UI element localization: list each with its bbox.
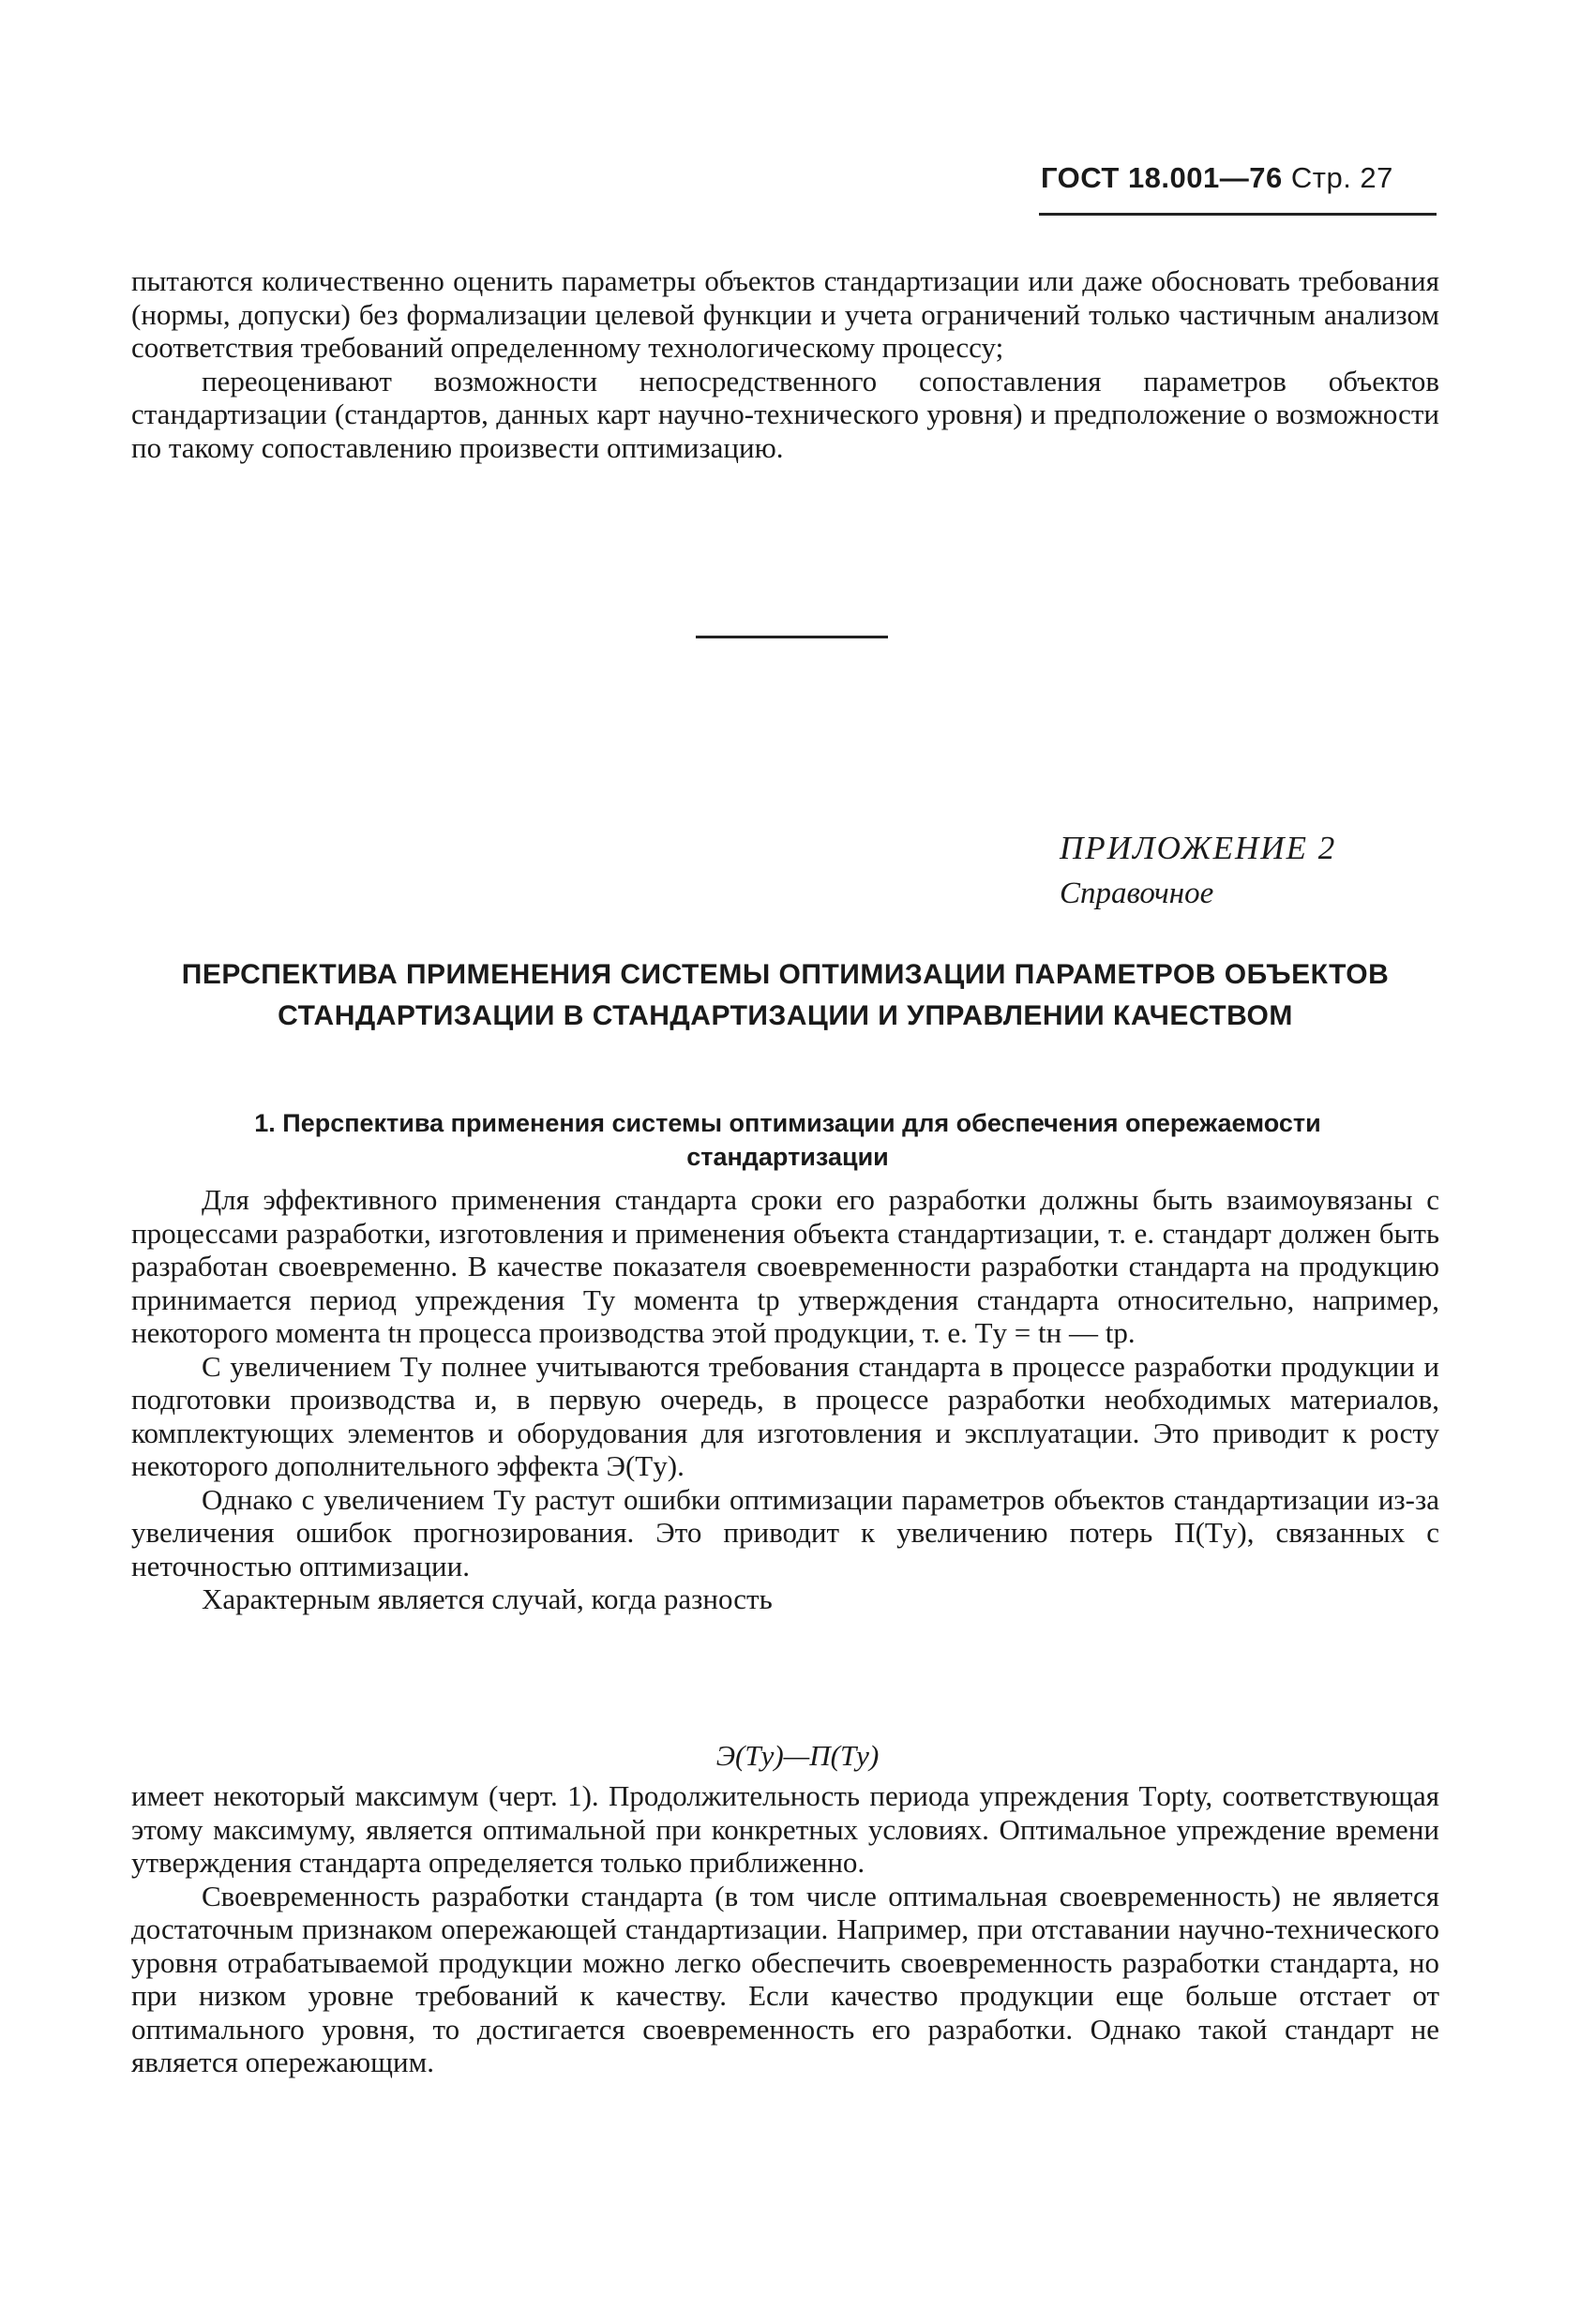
section-text: [131, 1183, 1439, 1616]
formula: Э(Tу)—П(Tу): [715, 1739, 880, 1772]
header-rule: [1039, 213, 1437, 216]
section-paragraph-2: С увеличением Tу полнее учитываются требования стандарта в процессе разработки продукции и подготовки производства и, в первую очередь, в процессе разработки необходимых материалов, комплектующих элементов и оборудования для изготовления и эксплуатации. Это приводит к росту некоторого дополнительного эффекта Э(Tу).: [131, 1349, 1439, 1482]
intro-paragraph-2: переоценивают возможности непосредственного сопоставления параметров объектов стандартизации (стандартов, данных карт научно-технического уровня) и предположение о возможности по такому сопоставлению произвести оптимизацию.: [131, 364, 1439, 464]
intro-paragraph-1: пытаются количественно оценить параметры объектов стандартизации или даже обосновать требования (нормы, допуски) без формализации целевой функции и учета ограничений только частичным анализом соответствия требований определенному технологическому процессу;: [131, 264, 1439, 364]
section-paragraph-1: Для эффективного применения стандарта сроки его разработки должны быть взаимоувязаны с процессами разработки, изготовления и применения объекта стандартизации, т. е. стандарт должен быть разработан своевременно. В качестве показателя своевременности разработки стандарта на продукцию принимается период упреждения Tу момента tр утверждения стандарта относительно, например, некоторого момента tн процесса производства этой продукции, т. е. Tу = tн — tр.: [131, 1183, 1439, 1349]
standard-number: ГОСТ 18.001—76: [1041, 161, 1283, 194]
main-title: ПЕРСПЕКТИВА ПРИМЕНЕНИЯ СИСТЕМЫ ОПТИМИЗАЦИИ ПАРАМЕТРОВ ОБЪЕКТОВ СТАНДАРТИЗАЦИИ В СТАНДАРТИЗАЦИИ И УПРАВЛЕНИИ КАЧЕСТВОМ: [181, 959, 1390, 1031]
section-separator: [696, 636, 888, 638]
appendix-title: ПРИЛОЖЕНИЕ 2: [1060, 830, 1337, 866]
after-formula-text: [131, 1779, 1439, 2079]
section-paragraph-3: Однако с увеличением Tу растут ошибки оптимизации параметров объектов стандартизации из-за увеличения ошибок прогнозирования. Это приводит к увеличению потерь П(Tу), связанных с неточностью оптимизации.: [131, 1482, 1439, 1582]
section-paragraph-4: Характерным является случай, когда разность: [202, 1582, 773, 1615]
page-header: [1041, 161, 1435, 195]
after-paragraph-2: Своевременность разработки стандарта (в том числе оптимальная своевременность) не является достаточным признаком опережающей стандартизации. Например, при отставании научно-технического уровня отрабатываемой продукции можно легко обеспечить своевременность разработки стандарта, но при низком уровне требований к качеству. Если качество продукции еще больше отстает от оптимального уровня, то достигается своевременность его разработки. Однако такой стандарт не является опережающим.: [131, 1879, 1439, 2078]
after-paragraph-1: имеет некоторый максимум (черт. 1). Продолжительность периода упреждения Tорtу, соответствующая этому максимуму, является оптимальной при конкретных условиях. Оптимальное упреждение времени утверждения стандарта определяется только приближенно.: [131, 1779, 1439, 1879]
intro-text: [131, 264, 1439, 464]
page-number: Стр. 27: [1290, 161, 1393, 194]
appendix-subtitle: Справочное: [1060, 877, 1214, 910]
section-title: 1. Перспектива применения системы оптимизации для обеспечения опережаемости стандартизации: [254, 1109, 1321, 1171]
